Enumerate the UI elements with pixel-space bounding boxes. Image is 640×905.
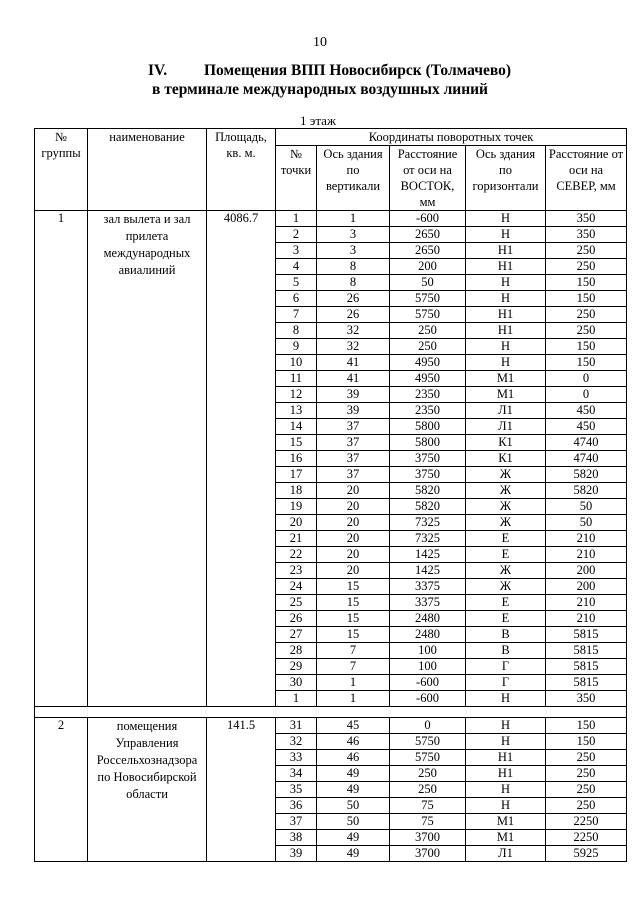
north-distance-cell: 350	[546, 227, 627, 243]
horizontal-axis-cell: Н1	[466, 259, 546, 275]
north-distance-cell: 0	[546, 371, 627, 387]
horizontal-axis-cell: Ж	[466, 563, 546, 579]
point-number-cell: 3	[276, 243, 317, 259]
north-distance-cell: 250	[546, 766, 627, 782]
vertical-axis-cell: 1	[317, 691, 390, 707]
vertical-axis-cell: 26	[317, 291, 390, 307]
east-distance-cell: 100	[390, 643, 466, 659]
north-distance-cell: 4740	[546, 451, 627, 467]
point-number-cell: 26	[276, 611, 317, 627]
point-number-cell: 27	[276, 627, 317, 643]
horizontal-axis-cell: Ж	[466, 499, 546, 515]
north-distance-cell: 350	[546, 211, 627, 227]
north-distance-cell: 0	[546, 387, 627, 403]
point-number-cell: 30	[276, 675, 317, 691]
vertical-axis-cell: 20	[317, 499, 390, 515]
vertical-axis-cell: 37	[317, 419, 390, 435]
east-distance-cell: 1425	[390, 563, 466, 579]
point-number-cell: 29	[276, 659, 317, 675]
horizontal-axis-cell: Н	[466, 291, 546, 307]
north-distance-cell: 200	[546, 563, 627, 579]
vertical-axis-cell: 49	[317, 830, 390, 846]
point-number-cell: 22	[276, 547, 317, 563]
horizontal-axis-cell: Н1	[466, 307, 546, 323]
point-number-cell: 13	[276, 403, 317, 419]
header-name: наименование	[88, 129, 207, 211]
east-distance-cell: 50	[390, 275, 466, 291]
east-distance-cell: 5750	[390, 750, 466, 766]
group-number-cell: 1	[35, 211, 88, 707]
north-distance-cell: 250	[546, 259, 627, 275]
room-name-cell: помещения Управления Россельхознадзора по Новосибирской области	[88, 718, 207, 862]
horizontal-axis-cell: Н	[466, 339, 546, 355]
north-distance-cell: 210	[546, 595, 627, 611]
point-number-cell: 21	[276, 531, 317, 547]
north-distance-cell: 210	[546, 531, 627, 547]
north-distance-cell: 50	[546, 499, 627, 515]
point-number-cell: 1	[276, 211, 317, 227]
horizontal-axis-cell: Г	[466, 675, 546, 691]
north-distance-cell: 210	[546, 611, 627, 627]
point-number-cell: 15	[276, 435, 317, 451]
group-number-cell: 2	[35, 718, 88, 862]
vertical-axis-cell: 1	[317, 675, 390, 691]
north-distance-cell: 150	[546, 355, 627, 371]
point-number-cell: 39	[276, 846, 317, 862]
point-number-cell: 35	[276, 782, 317, 798]
horizontal-axis-cell: Е	[466, 531, 546, 547]
horizontal-axis-cell: Н1	[466, 243, 546, 259]
point-number-cell: 37	[276, 814, 317, 830]
north-distance-cell: 150	[546, 275, 627, 291]
north-distance-cell: 150	[546, 734, 627, 750]
east-distance-cell: 5750	[390, 307, 466, 323]
horizontal-axis-cell: Ж	[466, 483, 546, 499]
north-distance-cell: 250	[546, 323, 627, 339]
room-name-cell: зал вылета и зал прилета международных авиалиний	[88, 211, 207, 707]
vertical-axis-cell: 46	[317, 750, 390, 766]
east-distance-cell: 200	[390, 259, 466, 275]
vertical-axis-cell: 7	[317, 643, 390, 659]
vertical-axis-cell: 8	[317, 259, 390, 275]
table-row	[35, 718, 627, 734]
area-cell: 141.5	[207, 718, 276, 862]
point-number-cell: 6	[276, 291, 317, 307]
north-distance-cell: 5820	[546, 467, 627, 483]
east-distance-cell: 5750	[390, 291, 466, 307]
east-distance-cell: -600	[390, 691, 466, 707]
vertical-axis-cell: 37	[317, 451, 390, 467]
horizontal-axis-cell: Н	[466, 734, 546, 750]
horizontal-axis-cell: Н1	[466, 323, 546, 339]
east-distance-cell: 2350	[390, 403, 466, 419]
east-distance-cell: 250	[390, 323, 466, 339]
point-number-cell: 17	[276, 467, 317, 483]
point-number-cell: 1	[276, 691, 317, 707]
point-number-cell: 14	[276, 419, 317, 435]
north-distance-cell: 250	[546, 750, 627, 766]
table-header	[35, 129, 627, 211]
east-distance-cell: 2480	[390, 611, 466, 627]
vertical-axis-cell: 46	[317, 734, 390, 750]
east-distance-cell: 2480	[390, 627, 466, 643]
east-distance-cell: 250	[390, 339, 466, 355]
north-distance-cell: 350	[546, 691, 627, 707]
header-north-distance: Расстояние от оси на СЕВЕР, мм	[546, 146, 627, 211]
vertical-axis-cell: 1	[317, 211, 390, 227]
point-number-cell: 24	[276, 579, 317, 595]
horizontal-axis-cell: Н	[466, 275, 546, 291]
point-number-cell: 23	[276, 563, 317, 579]
horizontal-axis-cell: М1	[466, 387, 546, 403]
east-distance-cell: 0	[390, 718, 466, 734]
horizontal-axis-cell: В	[466, 627, 546, 643]
point-number-cell: 36	[276, 798, 317, 814]
horizontal-axis-cell: К1	[466, 435, 546, 451]
point-number-cell: 31	[276, 718, 317, 734]
vertical-axis-cell: 20	[317, 563, 390, 579]
vertical-axis-cell: 15	[317, 595, 390, 611]
north-distance-cell: 250	[546, 782, 627, 798]
vertical-axis-cell: 45	[317, 718, 390, 734]
point-number-cell: 10	[276, 355, 317, 371]
horizontal-axis-cell: М1	[466, 814, 546, 830]
east-distance-cell: 5800	[390, 435, 466, 451]
north-distance-cell: 5815	[546, 643, 627, 659]
vertical-axis-cell: 7	[317, 659, 390, 675]
horizontal-axis-cell: М1	[466, 830, 546, 846]
point-number-cell: 25	[276, 595, 317, 611]
point-number-cell: 4	[276, 259, 317, 275]
east-distance-cell: 4950	[390, 355, 466, 371]
vertical-axis-cell: 15	[317, 627, 390, 643]
east-distance-cell: 7325	[390, 531, 466, 547]
east-distance-cell: 7325	[390, 515, 466, 531]
point-number-cell: 18	[276, 483, 317, 499]
vertical-axis-cell: 50	[317, 814, 390, 830]
north-distance-cell: 210	[546, 547, 627, 563]
east-distance-cell: 5820	[390, 483, 466, 499]
horizontal-axis-cell: Л1	[466, 419, 546, 435]
point-number-cell: 34	[276, 766, 317, 782]
point-number-cell: 8	[276, 323, 317, 339]
vertical-axis-cell: 49	[317, 766, 390, 782]
east-distance-cell: 5750	[390, 734, 466, 750]
group-separator	[35, 707, 627, 718]
east-distance-cell: -600	[390, 675, 466, 691]
east-distance-cell: 5820	[390, 499, 466, 515]
north-distance-cell: 250	[546, 243, 627, 259]
north-distance-cell: 450	[546, 419, 627, 435]
vertical-axis-cell: 37	[317, 467, 390, 483]
north-distance-cell: 5925	[546, 846, 627, 862]
horizontal-axis-cell: Е	[466, 595, 546, 611]
horizontal-axis-cell: Е	[466, 611, 546, 627]
east-distance-cell: 2650	[390, 227, 466, 243]
horizontal-axis-cell: Е	[466, 547, 546, 563]
vertical-axis-cell: 15	[317, 579, 390, 595]
point-number-cell: 38	[276, 830, 317, 846]
header-area: Площадь, кв. м.	[207, 129, 276, 211]
vertical-axis-cell: 3	[317, 243, 390, 259]
header-group-no: № группы	[35, 129, 88, 211]
horizontal-axis-cell: Н	[466, 355, 546, 371]
north-distance-cell: 450	[546, 403, 627, 419]
east-distance-cell: 2650	[390, 243, 466, 259]
document-title-line-2: в терминале международных воздушных линий	[152, 81, 488, 98]
vertical-axis-cell: 41	[317, 371, 390, 387]
vertical-axis-cell: 26	[317, 307, 390, 323]
north-distance-cell: 250	[546, 798, 627, 814]
vertical-axis-cell: 20	[317, 483, 390, 499]
vertical-axis-cell: 15	[317, 611, 390, 627]
horizontal-axis-cell: М1	[466, 371, 546, 387]
horizontal-axis-cell: Г	[466, 659, 546, 675]
vertical-axis-cell: 37	[317, 435, 390, 451]
horizontal-axis-cell: Ж	[466, 467, 546, 483]
point-number-cell: 9	[276, 339, 317, 355]
north-distance-cell: 5815	[546, 659, 627, 675]
east-distance-cell: 100	[390, 659, 466, 675]
north-distance-cell: 250	[546, 307, 627, 323]
east-distance-cell: -600	[390, 211, 466, 227]
point-number-cell: 2	[276, 227, 317, 243]
point-number-cell: 11	[276, 371, 317, 387]
horizontal-axis-cell: Ж	[466, 579, 546, 595]
east-distance-cell: 1425	[390, 547, 466, 563]
header-vertical-axis: Ось здания по вертикали	[317, 146, 390, 211]
vertical-axis-cell: 49	[317, 846, 390, 862]
east-distance-cell: 250	[390, 766, 466, 782]
point-number-cell: 7	[276, 307, 317, 323]
north-distance-cell: 200	[546, 579, 627, 595]
east-distance-cell: 3375	[390, 579, 466, 595]
coordinates-table	[34, 128, 627, 862]
east-distance-cell: 75	[390, 798, 466, 814]
east-distance-cell: 5800	[390, 419, 466, 435]
east-distance-cell: 75	[390, 814, 466, 830]
east-distance-cell: 3750	[390, 451, 466, 467]
vertical-axis-cell: 20	[317, 515, 390, 531]
vertical-axis-cell: 32	[317, 323, 390, 339]
north-distance-cell: 5815	[546, 627, 627, 643]
north-distance-cell: 150	[546, 291, 627, 307]
table-row	[35, 211, 627, 227]
north-distance-cell: 150	[546, 339, 627, 355]
north-distance-cell: 4740	[546, 435, 627, 451]
north-distance-cell: 5820	[546, 483, 627, 499]
section-title: Помещения ВПП Новосибирск (Толмачево)	[204, 62, 512, 79]
horizontal-axis-cell: Н1	[466, 750, 546, 766]
header-coordinates: Координаты поворотных точек	[276, 129, 627, 146]
horizontal-axis-cell: Ж	[466, 515, 546, 531]
vertical-axis-cell: 20	[317, 547, 390, 563]
vertical-axis-cell: 32	[317, 339, 390, 355]
vertical-axis-cell: 20	[317, 531, 390, 547]
vertical-axis-cell: 41	[317, 355, 390, 371]
point-number-cell: 20	[276, 515, 317, 531]
horizontal-axis-cell: Н	[466, 227, 546, 243]
north-distance-cell: 2250	[546, 830, 627, 846]
horizontal-axis-cell: В	[466, 643, 546, 659]
point-number-cell: 32	[276, 734, 317, 750]
point-number-cell: 33	[276, 750, 317, 766]
horizontal-axis-cell: Н1	[466, 766, 546, 782]
horizontal-axis-cell: Н	[466, 691, 546, 707]
east-distance-cell: 2350	[390, 387, 466, 403]
vertical-axis-cell: 49	[317, 782, 390, 798]
horizontal-axis-cell: Л1	[466, 846, 546, 862]
east-distance-cell: 3700	[390, 846, 466, 862]
vertical-axis-cell: 3	[317, 227, 390, 243]
east-distance-cell: 3375	[390, 595, 466, 611]
point-number-cell: 5	[276, 275, 317, 291]
vertical-axis-cell: 50	[317, 798, 390, 814]
vertical-axis-cell: 39	[317, 387, 390, 403]
header-point-no: № точки	[276, 146, 317, 211]
north-distance-cell: 2250	[546, 814, 627, 830]
east-distance-cell: 3700	[390, 830, 466, 846]
section-number: IV.	[148, 62, 168, 79]
header-horizontal-axis: Ось здания по горизонтали	[466, 146, 546, 211]
horizontal-axis-cell: Н	[466, 798, 546, 814]
header-east-distance: Расстояние от оси на ВОСТОК, мм	[390, 146, 466, 211]
east-distance-cell: 250	[390, 782, 466, 798]
table-body	[35, 211, 627, 862]
point-number-cell: 28	[276, 643, 317, 659]
vertical-axis-cell: 8	[317, 275, 390, 291]
horizontal-axis-cell: Н	[466, 718, 546, 734]
point-number-cell: 19	[276, 499, 317, 515]
point-number-cell: 12	[276, 387, 317, 403]
point-number-cell: 16	[276, 451, 317, 467]
horizontal-axis-cell: Л1	[466, 403, 546, 419]
area-cell: 4086.7	[207, 211, 276, 707]
east-distance-cell: 3750	[390, 467, 466, 483]
horizontal-axis-cell: К1	[466, 451, 546, 467]
north-distance-cell: 50	[546, 515, 627, 531]
north-distance-cell: 150	[546, 718, 627, 734]
north-distance-cell: 5815	[546, 675, 627, 691]
page-number: 10	[313, 35, 327, 50]
horizontal-axis-cell: Н	[466, 211, 546, 227]
horizontal-axis-cell: Н	[466, 782, 546, 798]
floor-label: 1 этаж	[300, 113, 336, 128]
east-distance-cell: 4950	[390, 371, 466, 387]
vertical-axis-cell: 39	[317, 403, 390, 419]
